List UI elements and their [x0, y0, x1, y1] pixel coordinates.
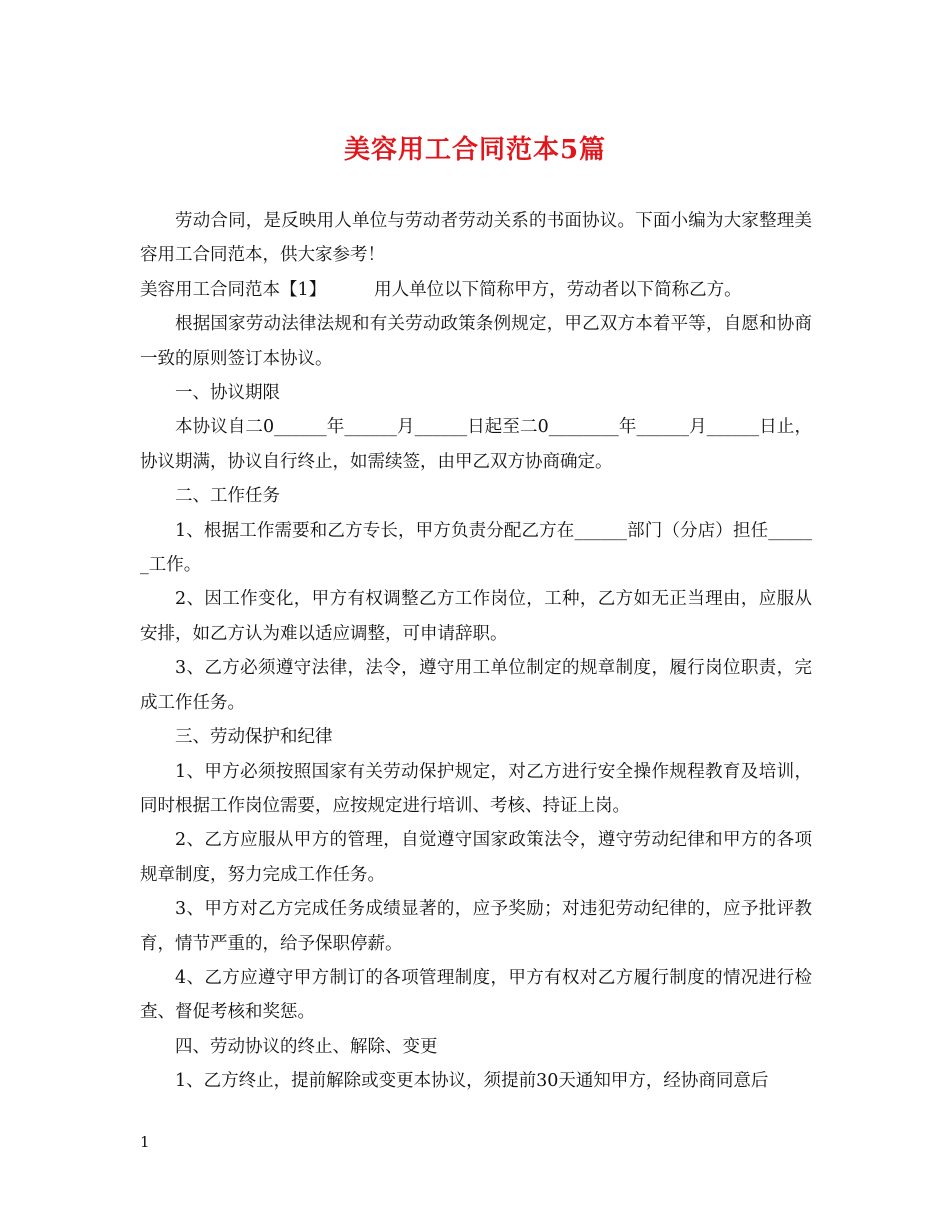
paragraph: 2、乙方应服从甲方的管理，自觉遵守国家政策法令，遵守劳动纪律和甲方的各项规章制度，努力完成工作任务。: [140, 830, 812, 885]
paragraph: 3、甲方对乙方完成任务成绩显著的，应予奖励；对违犯劳动纪律的，应予批评教育，情节严重的，给予保职停薪。: [140, 899, 812, 954]
section-heading: 三、劳动保护和纪律: [175, 727, 333, 748]
paragraph: 1、根据工作需要和乙方专长，甲方负责分配乙方在______部门（分店）担任______工作。: [140, 520, 812, 576]
subtitle-line: [140, 273, 812, 307]
paragraph: 3、乙方必须遵守法律，法令，遵守用工单位制定的规章制度，履行岗位职责，完成工作任务。: [140, 658, 812, 713]
party-definition-text: 用人单位以下简称甲方，劳动者以下简称乙方。: [374, 279, 742, 300]
section-heading: 四、劳动协议的终止、解除、变更: [175, 1036, 438, 1057]
paragraph: 2、因工作变化，甲方有权调整乙方工作岗位，工种，乙方如无正当理由，应服从安排，如乙方认为难以适应调整，可申请辞职。: [140, 589, 812, 644]
paragraph: 本协议自二0______年______月______日起至二0________年______月______日止，协议期满，协议自行终止，如需续签，由甲乙双方协商确定。: [140, 417, 812, 472]
section-heading-contract-1: 美容用工合同范本【1】: [140, 279, 327, 300]
document-body: [140, 204, 812, 1099]
page-number: 1: [140, 1133, 150, 1151]
paragraph: 1、乙方终止，提前解除或变更本协议，须提前30天通知甲方，经协商同意后: [175, 1071, 769, 1092]
paragraph: 4、乙方应遵守甲方制订的各项管理制度，甲方有权对乙方履行制度的情况进行检查、督促考核和奖惩。: [140, 967, 812, 1023]
intro-paragraph: 劳动合同，是反映用人单位与劳动者劳动关系的书面协议。下面小编为大家整理美容用工合同范本，供大家参考！: [140, 211, 812, 266]
section-heading: 二、工作任务: [175, 486, 280, 507]
document-title: 美容用工合同范本5篇: [343, 135, 607, 165]
paragraph: 1、甲方必须按照国家有关劳动保护规定，对乙方进行安全操作规程教育及培训，同时根据工作岗位需要，应按规定进行培训、考核、持证上岗。: [140, 761, 812, 816]
paragraph: 根据国家劳动法律法规和有关劳动政策条例规定，甲乙双方本着平等，自愿和协商一致的原则签订本协议。: [140, 314, 812, 369]
section-heading: 一、协议期限: [175, 383, 280, 404]
